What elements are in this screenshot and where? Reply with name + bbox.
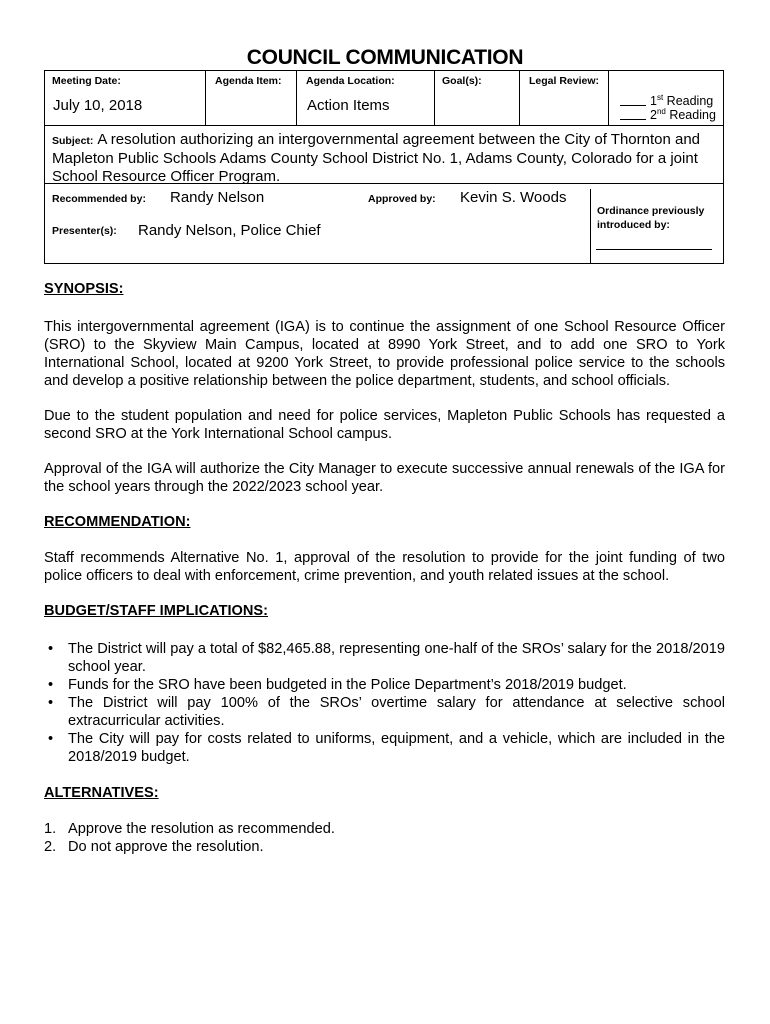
divider (519, 71, 520, 126)
list-item (44, 730, 725, 766)
synopsis-heading: SYNOPSIS: (44, 281, 124, 297)
ordinance-label: Ordinance previously introduced by: (597, 205, 705, 231)
goals-label: Goal(s): (442, 75, 482, 87)
second-reading-number: 2 (650, 108, 657, 123)
divider (608, 71, 609, 126)
divider (296, 71, 297, 126)
bullet: • (48, 695, 54, 711)
agenda-item-label: Agenda Item: (215, 75, 282, 87)
presenters-label: Presenter(s): (52, 225, 117, 237)
list-item-text: The City will pay for costs related to uniforms, equipment, and a vehicle, which are included in the 2018/2019 budget. (68, 731, 725, 765)
list-item (44, 640, 725, 676)
recommended-by-value: Randy Nelson (170, 189, 265, 206)
first-reading-suffix: st (656, 93, 664, 102)
second-reading-text: Reading (665, 108, 716, 123)
synopsis-paragraph-2: Due to the student population and need for police services, Mapleton Public Schools has requested a second SRO at the York International School campus. (44, 408, 725, 442)
header-form (44, 70, 724, 264)
subject-label: Subject: (52, 135, 94, 147)
subject-text: A resolution authorizing an intergovernmental agreement between the City of Thornton and Mapleton Public Schools Adams County School District No. 1, Adams County, Colorado for a joint School Resource Officer Program. (52, 131, 701, 185)
ordinance-signature-line (596, 249, 712, 250)
divider (434, 71, 435, 126)
list-item (44, 676, 725, 694)
list-item (44, 838, 725, 856)
alternatives-heading: ALTERNATIVES: (44, 785, 159, 801)
divider (45, 125, 723, 126)
list-item (44, 820, 725, 838)
list-number: 2. (44, 839, 57, 855)
approved-by-label: Approved by: (368, 193, 436, 205)
second-reading-blank (620, 119, 646, 120)
synopsis-paragraph-1: This intergovernmental agreement (IGA) is to continue the assignment of one School Resource Officer (SRO) to the Skyview Main Campus, located at 8990 York Street, and to add one SRO to York International School, located at 9200 York Street, to provide professional police service to the schools and develop a positive relationship between the police department, students, and school officials. (44, 319, 725, 389)
second-reading-suffix: nd (656, 107, 666, 116)
list-item (44, 694, 725, 730)
document-title: COUNCIL COMMUNICATION (246, 46, 524, 69)
budget-heading: BUDGET/STAFF IMPLICATIONS: (44, 603, 269, 619)
presenters-value: Randy Nelson, Police Chief (138, 222, 321, 239)
list-item-text: Approve the resolution as recommended. (68, 821, 335, 837)
alternatives-list (44, 820, 725, 856)
ordinance-box (590, 189, 724, 264)
legal-review-label: Legal Review: (529, 75, 600, 87)
list-item-text: The District will pay a total of $82,465.88, representing one-half of the SROs’ salary for the 2018/2019 school year. (68, 641, 725, 675)
list-item-text: Funds for the SRO have been budgeted in the Police Department’s 2018/2019 budget. (68, 677, 627, 693)
meeting-date-value: July 10, 2018 (53, 97, 143, 114)
recommendation-heading: RECOMMENDATION: (44, 514, 191, 530)
document-body (44, 280, 725, 856)
subject-block (52, 131, 716, 186)
list-item-text: The District will pay 100% of the SROs’ overtime salary for attendance at selective school extracurricular activities. (68, 695, 725, 729)
approved-by-value: Kevin S. Woods (460, 189, 567, 206)
list-item-text: Do not approve the resolution. (68, 839, 264, 855)
agenda-location-label: Agenda Location: (306, 75, 395, 87)
synopsis-paragraph-3: Approval of the IGA will authorize the City Manager to execute successive annual renewals of the IGA for the school years through the 2022/2023 school year. (44, 461, 725, 495)
first-reading-text: Reading (663, 94, 714, 109)
bullet: • (48, 731, 54, 747)
agenda-location-value: Action Items (307, 97, 390, 114)
recommendation-text: Staff recommends Alternative No. 1, approval of the resolution to provide for the joint funding of two police officers to deal with enforcement, crime prevention, and youth related issues at the school. (44, 550, 725, 584)
bullet: • (48, 641, 54, 657)
first-reading-number: 1 (650, 94, 657, 109)
meeting-date-label: Meeting Date: (52, 75, 121, 87)
second-reading (620, 105, 716, 122)
budget-list (44, 640, 725, 766)
list-number: 1. (44, 821, 57, 837)
bullet: • (48, 677, 54, 693)
divider (205, 71, 206, 126)
recommended-by-label: Recommended by: (52, 193, 146, 205)
